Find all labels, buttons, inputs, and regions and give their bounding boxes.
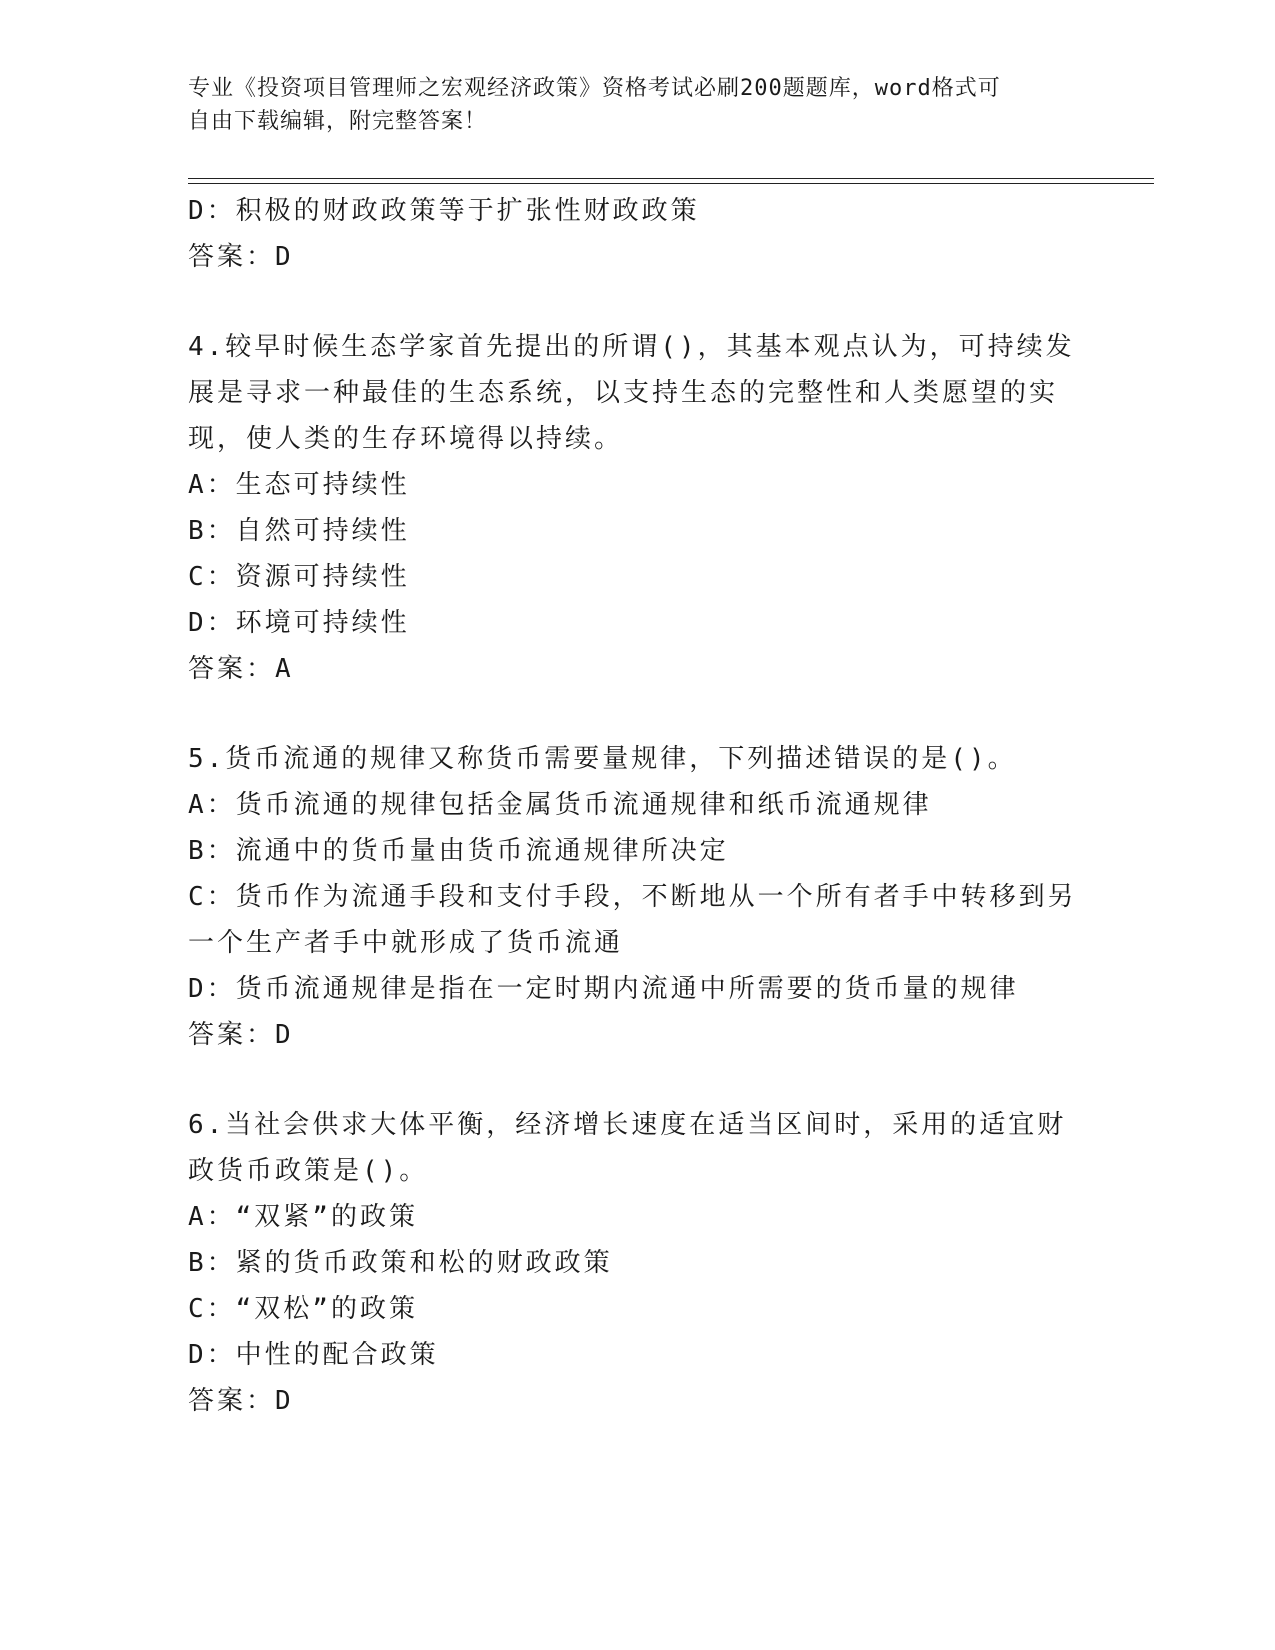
option-c: C：货币作为流通手段和支付手段，不断地从一个所有者手中转移到另 xyxy=(188,882,1077,912)
header-line-2: 自由下载编辑，附完整答案！ xyxy=(188,109,488,134)
answer-value: D xyxy=(275,1386,294,1416)
document-header xyxy=(188,72,1068,138)
answer-label: 答案： xyxy=(188,1386,276,1416)
option-d: D：货币流通规律是指在一定时期内流通中所需要的货币量的规律 xyxy=(188,974,1019,1004)
option-d: D：积极的财政政策等于扩张性财政政策 xyxy=(188,196,700,226)
answer-label: 答案： xyxy=(188,242,276,272)
option-d: D：中性的配合政策 xyxy=(188,1340,439,1370)
answer-label: 答案： xyxy=(188,1020,276,1050)
question-content xyxy=(188,188,1088,1424)
answer-line xyxy=(188,234,1088,280)
question-stem-line: 现，使人类的生存环境得以持续。 xyxy=(188,424,624,454)
prev-question xyxy=(188,188,1088,280)
question-stem-line: 5.货币流通的规律又称货币需要量规律，下列描述错误的是()。 xyxy=(188,744,1017,774)
question-stem-line: 政货币政策是()。 xyxy=(188,1156,429,1186)
answer-value: D xyxy=(275,242,294,272)
option-b: B：流通中的货币量由货币流通规律所决定 xyxy=(188,836,729,866)
question-stem-line: 6.当社会供求大体平衡，经济增长速度在适当区间时，采用的适宜财 xyxy=(188,1110,1067,1140)
option-c-continued: 一个生产者手中就形成了货币流通 xyxy=(188,928,624,958)
option-c: C：“双松”的政策 xyxy=(188,1294,418,1324)
option-c: C：资源可持续性 xyxy=(188,562,410,592)
option-a: A：生态可持续性 xyxy=(188,470,410,500)
answer-label: 答案： xyxy=(188,654,276,684)
question-stem-line: 展是寻求一种最佳的生态系统，以支持生态的完整性和人类愿望的实 xyxy=(188,378,1059,408)
option-d: D：环境可持续性 xyxy=(188,608,410,638)
question-4 xyxy=(188,324,1088,692)
option-a: A：“双紧”的政策 xyxy=(188,1202,418,1232)
header-line-1: 专业《投资项目管理师之宏观经济政策》资格考试必刷200题题库，word格式可 xyxy=(188,76,1001,101)
question-6 xyxy=(188,1102,1088,1424)
header-divider xyxy=(188,178,1154,184)
answer-value: A xyxy=(275,654,294,684)
answer-line xyxy=(188,1378,1088,1424)
question-stem-line: 4.较早时候生态学家首先提出的所谓()，其基本观点认为，可持续发 xyxy=(188,332,1075,362)
answer-value: D xyxy=(275,1020,294,1050)
answer-line xyxy=(188,1012,1088,1058)
question-5 xyxy=(188,736,1088,1058)
option-a: A：货币流通的规律包括金属货币流通规律和纸币流通规律 xyxy=(188,790,932,820)
answer-line xyxy=(188,646,1088,692)
option-b: B：自然可持续性 xyxy=(188,516,410,546)
option-b: B：紧的货币政策和松的财政政策 xyxy=(188,1248,613,1278)
